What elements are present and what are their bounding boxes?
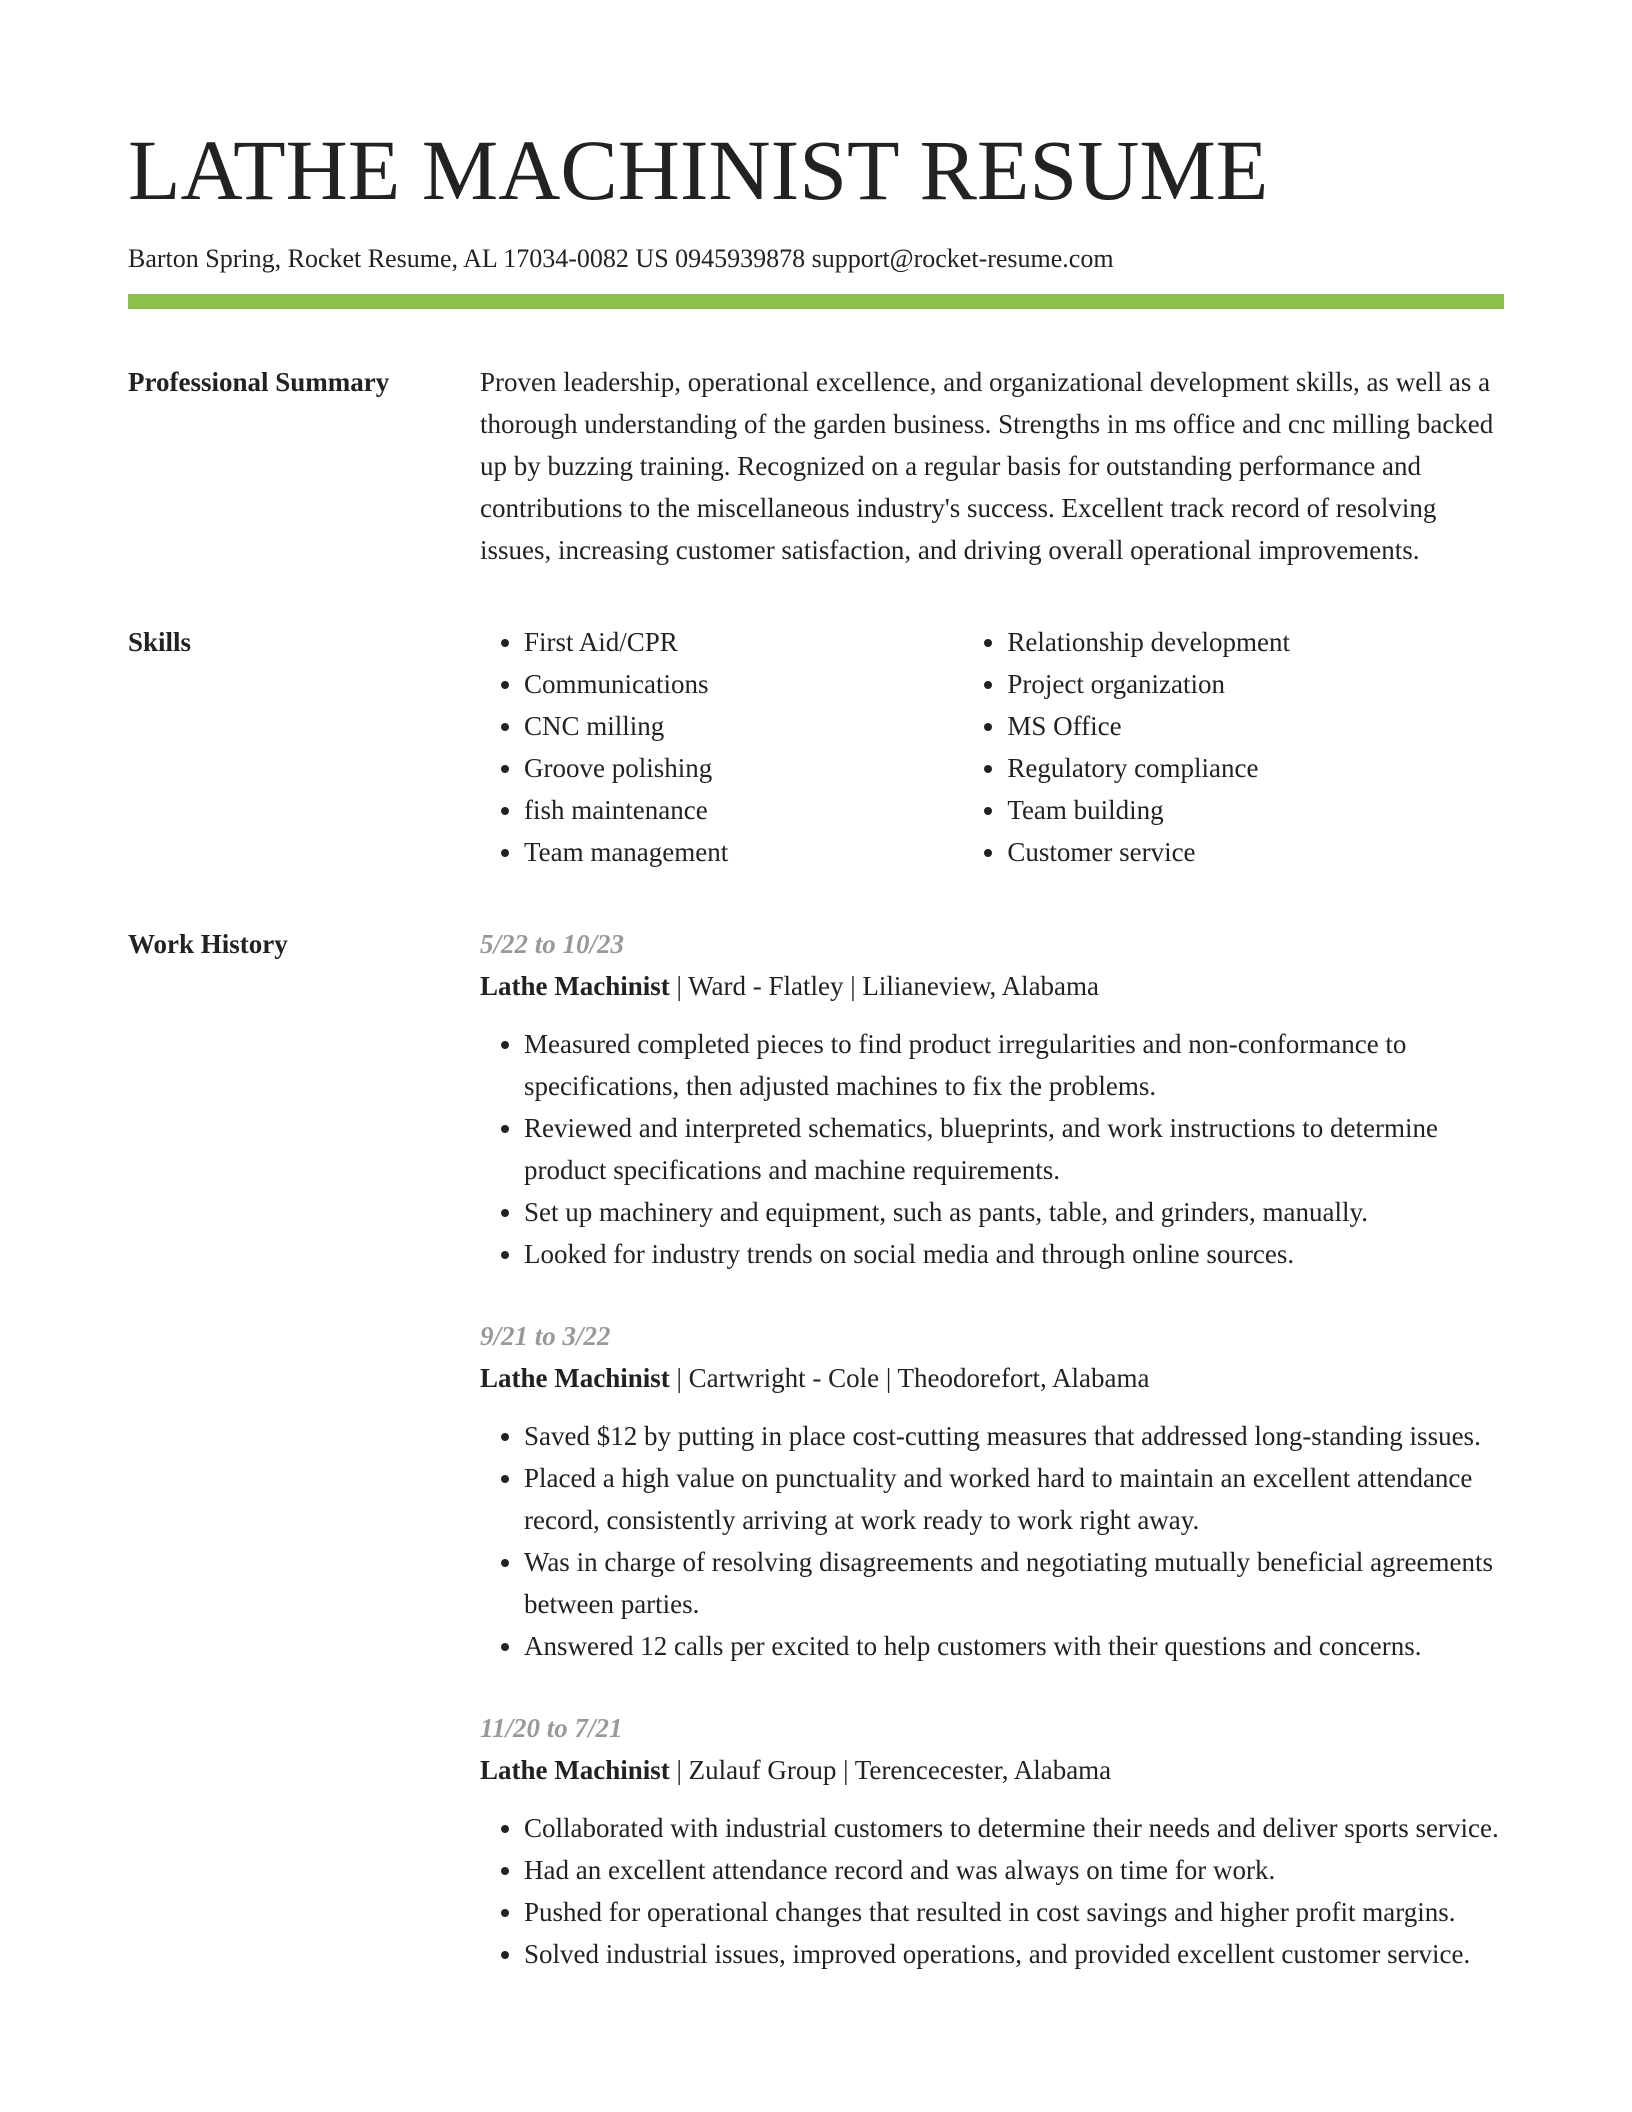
job-entry <box>480 1707 1504 1975</box>
skills-section <box>128 621 1504 873</box>
job-bullet: • Solved industrial issues, improved operations, and provided excellent customer service. <box>524 1933 1504 1975</box>
skill-item: • Regulatory compliance <box>1007 747 1504 789</box>
job-employer-location: | Ward - Flatley | Lilianeview, Alabama <box>669 971 1100 1001</box>
work-history-section <box>128 923 1504 2015</box>
skills-body <box>480 621 1504 873</box>
skill-item: • fish maintenance <box>524 789 963 831</box>
accent-divider <box>128 294 1504 309</box>
job-heading <box>480 965 1504 1007</box>
skills-label: Skills <box>128 627 192 657</box>
skill-item: • Communications <box>524 663 963 705</box>
skills-columns <box>480 621 1504 873</box>
skill-item: • Team management <box>524 831 963 873</box>
job-bullet: • Answered 12 calls per excited to help customers with their questions and concerns. <box>524 1625 1504 1667</box>
job-bullet: • Set up machinery and equipment, such as pants, table, and grinders, manually. <box>524 1191 1504 1233</box>
job-bullets <box>480 1415 1504 1667</box>
job-bullet: • Was in charge of resolving disagreements and negotiating mutually beneficial agreements between parties. <box>524 1541 1504 1625</box>
contact-line: Barton Spring, Rocket Resume, AL 17034-0082 US 0945939878 support@rocket-resume.com <box>128 244 1114 273</box>
job-bullet: • Had an excellent attendance record and was always on time for work. <box>524 1849 1504 1891</box>
summary-label: Professional Summary <box>128 367 390 397</box>
job-title: Lathe Machinist <box>480 1363 670 1393</box>
job-entry <box>480 1315 1504 1667</box>
skill-item: • First Aid/CPR <box>524 621 963 663</box>
job-employer-location: | Zulauf Group | Terencecester, Alabama <box>669 1755 1112 1785</box>
job-title: Lathe Machinist <box>480 971 670 1001</box>
summary-section <box>128 361 1504 571</box>
skill-item: • Groove polishing <box>524 747 963 789</box>
skill-item: • Project organization <box>1007 663 1504 705</box>
skill-item: • Customer service <box>1007 831 1504 873</box>
job-bullet: • Reviewed and interpreted schematics, blueprints, and work instructions to determine product specifications and machine requirements. <box>524 1107 1504 1191</box>
job-title: Lathe Machinist <box>480 1755 670 1785</box>
skill-item: • CNC milling <box>524 705 963 747</box>
job-dates: 11/20 to 7/21 <box>480 1713 623 1743</box>
summary-body <box>480 361 1504 571</box>
skill-item: • Relationship development <box>1007 621 1504 663</box>
skills-column-2 <box>963 621 1504 873</box>
skill-item: • MS Office <box>1007 705 1504 747</box>
job-bullet: • Collaborated with industrial customers to determine their needs and deliver sports service. <box>524 1807 1504 1849</box>
job-employer-location: | Cartwright - Cole | Theodorefort, Alabama <box>669 1363 1150 1393</box>
job-bullet: • Saved $12 by putting in place cost-cutting measures that addressed long-standing issues. <box>524 1415 1504 1457</box>
job-bullet: • Measured completed pieces to find product irregularities and non-conformance to specifications, then adjusted machines to fix the problems. <box>524 1023 1504 1107</box>
skills-column-1 <box>480 621 963 873</box>
work-history-label: Work History <box>128 929 288 959</box>
skill-item: • Team building <box>1007 789 1504 831</box>
job-entry <box>480 923 1504 1275</box>
resume-title: LATHE MACHINIST RESUME <box>128 122 1269 218</box>
work-history-body <box>480 923 1504 2015</box>
job-heading <box>480 1749 1504 1791</box>
job-bullet: • Looked for industry trends on social media and through online sources. <box>524 1233 1504 1275</box>
resume-page <box>128 118 1504 2015</box>
job-bullets <box>480 1023 1504 1275</box>
job-bullets <box>480 1807 1504 1975</box>
job-dates: 9/21 to 3/22 <box>480 1321 611 1351</box>
job-bullet: • Placed a high value on punctuality and worked hard to maintain an excellent attendance record, consistently arriving at work ready to work right away. <box>524 1457 1504 1541</box>
job-heading <box>480 1357 1504 1399</box>
job-dates: 5/22 to 10/23 <box>480 929 625 959</box>
job-bullet: • Pushed for operational changes that resulted in cost savings and higher profit margins. <box>524 1891 1504 1933</box>
summary-text: Proven leadership, operational excellence, and organizational development skills, as well as a thorough understanding of the garden business. Strengths in ms office and cnc milling backed up by buzzing training. Recognized on a regular basis for outstanding performance and contributions to the miscellaneous industry's success. Excellent track record of resolving issues, increasing customer satisfaction, and driving overall operational improvements. <box>480 367 1494 565</box>
